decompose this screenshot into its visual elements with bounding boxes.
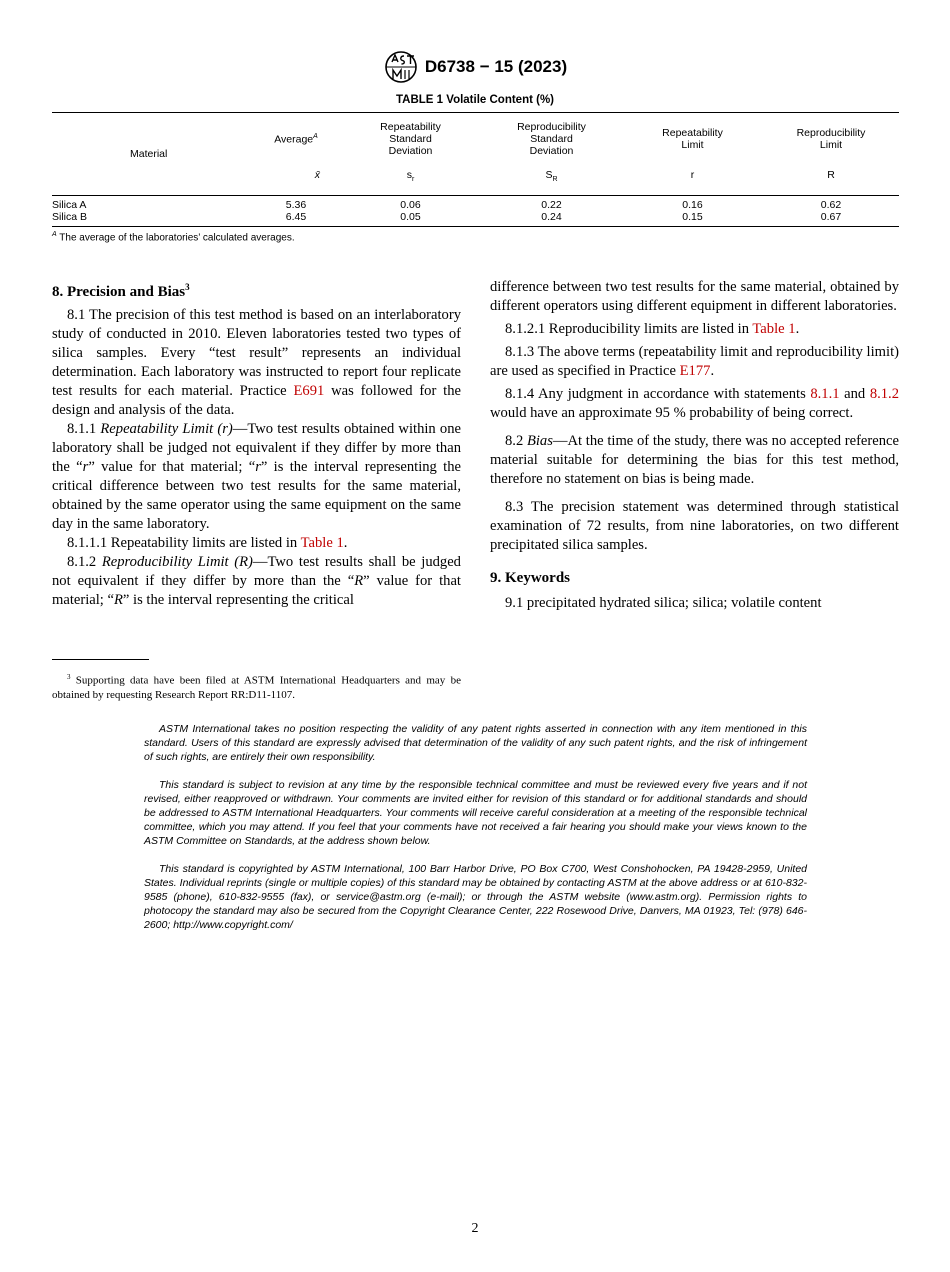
notice-revision: This standard is subject to revision at any time by the responsible technical committee and must be reviewed every five years and if not revised, either reapproved or withdrawn. Your comments are invited either for revision of this standard or for additional standards and should be addressed to ASTM International Headquarters. Your comments will receive careful consideration at a meeting of the responsible technical committee, which you may attend. If you feel that your comments have not received a fair hearing you should make your views known to the ASTM Committee on Standards, at the address shown below. xyxy=(144,779,807,847)
header-repeat-limit: Repeatability Limit xyxy=(662,127,723,151)
cell-R: 0.67 xyxy=(820,211,842,223)
table-footnote: $^A$ The average of the laboratories’ calculated averages. xyxy=(52,231,295,244)
right-column xyxy=(490,278,899,613)
link-table-1[interactable]: Table 1 xyxy=(752,321,796,337)
cell-SR: 0.22 xyxy=(541,199,562,211)
cell-R: 0.62 xyxy=(820,199,842,211)
cell-material: Silica A xyxy=(52,199,87,211)
header-repro-sd: Reproducibility Standard Deviation xyxy=(517,121,586,157)
cell-sr: 0.06 xyxy=(400,199,421,211)
header-repeat-sd: Repeatability Standard Deviation xyxy=(380,121,441,157)
paragraph-8-2: 8.2 Bias—At the time of the study, there was no accepted reference material suitable for determining the bias for this test method, therefore no statement on bias is being made. xyxy=(490,433,899,487)
paragraph-8-3: 8.3 The precision statement was determined through statistical examination of 72 results, from nine laboratories, on two different precipitated silica samples. xyxy=(490,499,899,553)
link-8-1-1[interactable]: 8.1.1 xyxy=(810,386,840,402)
section-9-heading: 9. Keywords xyxy=(490,570,570,586)
paragraph-8-1-1-1: 8.1.1.1 Repeatability limits are listed in Table 1. xyxy=(67,535,348,551)
cell-average: 5.36 xyxy=(285,199,307,211)
cell-SR: 0.24 xyxy=(541,211,562,223)
paragraph-8-1-1: 8.1.1 Repeatability Limit (r)—Two test results obtained within one laboratory shall be judged not equivalent if they differ by more than the “r” value for that material; “r” is the interval representing the critical difference between two test results for the same material, obtained by the same operator using the same equipment on the same day in the same laboratory. xyxy=(52,421,461,532)
section-8-heading: 8. Precision and Bias$^3$ xyxy=(52,282,190,300)
cell-material: Silica B xyxy=(52,211,88,223)
notice-patent: ASTM International takes no position respecting the validity of any patent rights asserted in connection with any item mentioned in this standard. Users of this standard are expressly advised that determination of the validity of any such patent rights, and the risk of infringement of such rights, are entirely their own responsibility. xyxy=(144,723,807,763)
paragraph-8-1-3: 8.1.3 The above terms (repeatability limit and reproducibility limit) are used as specified in Practice E177. xyxy=(490,344,899,379)
paragraph-8-1-2-cont: difference between two test results for the same material, obtained by different operators using different equipment in different laboratories. xyxy=(490,279,899,314)
symbol-sr: $s_r$ xyxy=(406,169,415,184)
cell-r: 0.16 xyxy=(682,199,703,211)
astm-logo-icon xyxy=(383,50,419,84)
link-table-1[interactable]: Table 1 xyxy=(300,535,344,551)
link-e691[interactable]: E691 xyxy=(293,383,325,399)
link-8-1-2[interactable]: 8.1.2 xyxy=(869,386,899,402)
table-row xyxy=(52,196,899,212)
legal-notices xyxy=(144,722,807,946)
paragraph-9-1: 9.1 precipitated hydrated silica; silica; volatile content xyxy=(505,595,822,611)
table-caption: TABLE 1 Volatile Content (%) xyxy=(395,94,555,106)
symbol-R: R xyxy=(827,169,835,181)
symbol-average: x̄ xyxy=(314,169,320,181)
header-repro-limit: Reproducibility Limit xyxy=(796,127,866,151)
document-title: D6738 − 15 (2023) xyxy=(424,57,568,76)
paragraph-8-1: 8.1 The precision of this test method is based on an interlaboratory study of conducted in 2010. Eleven laboratories tested two types of silica samples. Every “test result” represents an individual determination. Each laboratory was instructed to report four replicate test results for each material. Practice E691 was followed for the design and analysis of the data. xyxy=(52,307,461,418)
volatile-content-table xyxy=(52,112,899,227)
paragraph-8-1-2-1: 8.1.2.1 Reproducibility limits are listed in Table 1. xyxy=(505,321,800,337)
header-average: Average$^A$ xyxy=(274,132,318,146)
cell-sr: 0.05 xyxy=(400,211,421,223)
table-row xyxy=(52,211,899,227)
symbol-SR: $S_R$ xyxy=(545,169,558,184)
paragraph-8-1-4: 8.1.4 Any judgment in accordance with statements 8.1.1 and 8.1.2 would have an approximate 95 % probability of being correct. xyxy=(490,386,899,421)
cell-r: 0.15 xyxy=(682,211,703,223)
footnote-divider xyxy=(52,659,149,660)
cell-average: 6.45 xyxy=(285,211,307,223)
paragraph-8-1-2: 8.1.2 Reproducibility Limit (R)—Two test results shall be judged not equivalent if they differ by more than the “R” value for that material; “R” is the interval representing the critical xyxy=(52,554,461,608)
document-header xyxy=(0,50,950,84)
notice-copyright: This standard is copyrighted by ASTM International, 100 Barr Harbor Drive, PO Box C700, West Conshohocken, PA 19428-2959, United States. Individual reprints (single or multiple copies) of this standard may be obtained by contacting ASTM at the above address or at 610-832-9585 (phone), 610-832-9555 (fax), or service@astm.org (e-mail); or through the ASTM website (www.astm.org). Permission rights to photocopy the standard may also be secured from the Copyright Clearance Center, 222 Rosewood Drive, Danvers, MA 01923, Tel: (978) 646-2600; http://www.copyright.com/ xyxy=(144,863,807,931)
link-e177[interactable]: E177 xyxy=(679,363,711,379)
footnote-3: $^3$ Supporting data have been filed at ASTM International Headquarters and may be obtained by requesting Research Report RR:D11-1107. xyxy=(52,673,461,701)
left-column xyxy=(52,278,461,610)
header-material: Material xyxy=(130,148,168,160)
symbol-r: r xyxy=(690,169,695,181)
page-number: 2 xyxy=(471,1221,479,1236)
